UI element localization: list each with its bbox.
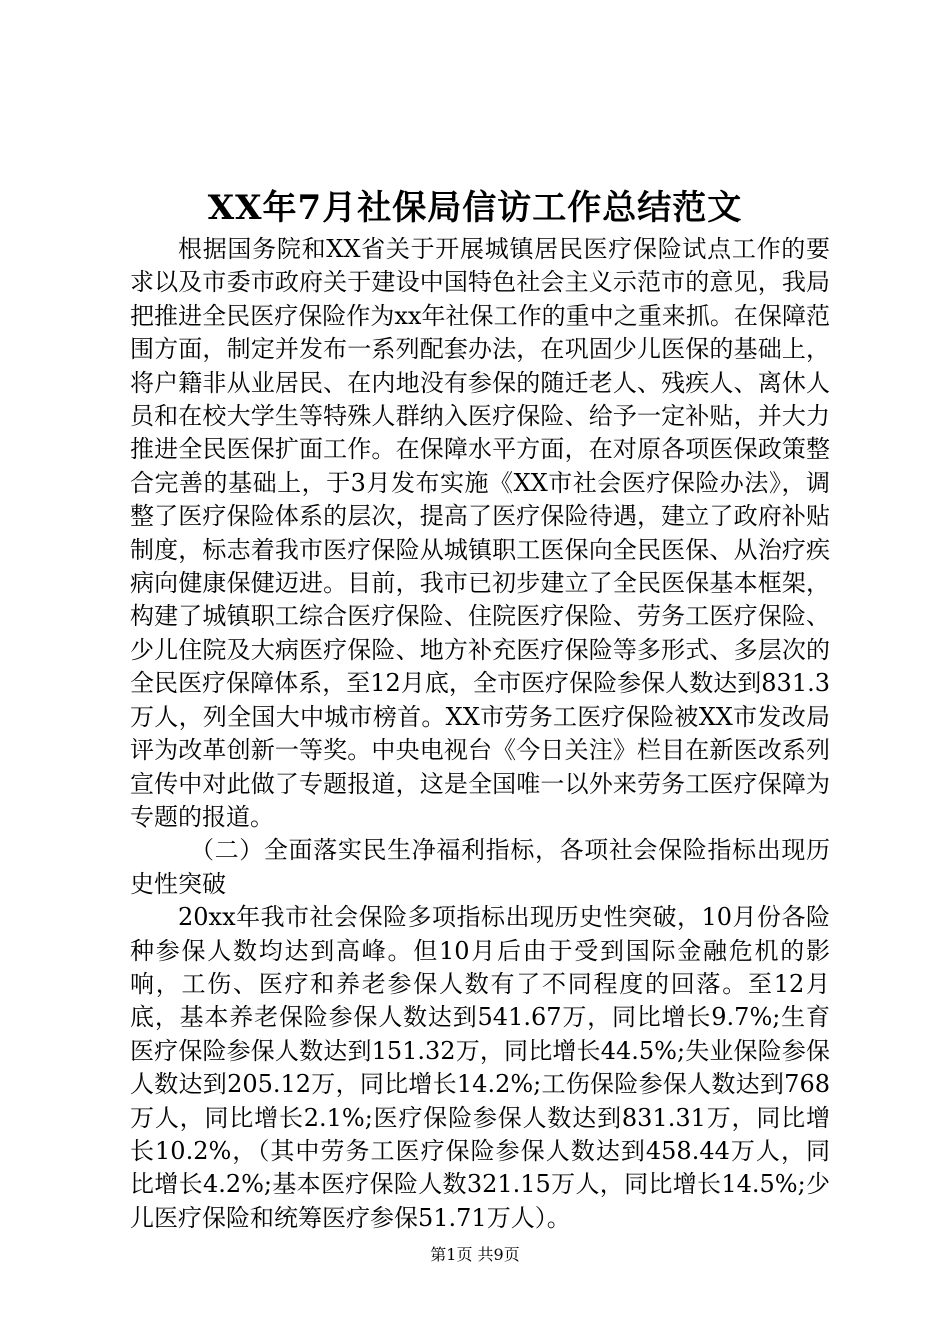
document-title: XX年7月社保局信访工作总结范文 <box>207 188 743 228</box>
document-body <box>130 233 830 1235</box>
paragraph-intro: 根据国务院和XX省关于开展城镇居民医疗保险试点工作的要求以及市委市政府关于建设中国特色社会主义示范市的意见，我局把推进全民医疗保险作为xx年社保工作的重中之重来抓。在保障范围方面，制定并发布一系列配套办法，在巩固少儿医保的基础上，将户籍非从业居民、在内地没有参保的随迁老人、残疾人、离休人员和在校大学生等特殊人群纳入医疗保险、给予一定补贴，并大力推进全民医保扩面工作。在保障水平方面，在对原各项医保政策整合完善的基础上，于3月发布实施《XX市社会医疗保险办法》，调整了医疗保险体系的层次，提高了医疗保险待遇，建立了政府补贴制度，标志着我市医疗保险从城镇职工医保向全民医保、从治疗疾病向健康保健迈进。目前，我市已初步建立了全民医保基本框架，构建了城镇职工综合医疗保险、住院医疗保险、劳务工医疗保险、少儿住院及大病医疗保险、地方补充医疗保险等多形式、多层次的全民医疗保障体系，至12月底，全市医疗保险参保人数达到831.3万人，列全国大中城市榜首。XX市劳务工医疗保险被XX市发改局评为改革创新一等奖。中央电视台《今日关注》栏目在新医改系列宣传中对此做了专题报道，这是全国唯一以外来劳务工医疗保障为专题的报道。 <box>130 235 830 831</box>
page-footer: 第1页 共9页 <box>430 1245 520 1264</box>
section-heading-2: （二）全面落实民生净福利指标，各项社会保险指标出现历史性突破 <box>130 836 830 898</box>
paragraph-statistics: 20xx年我市社会保险多项指标出现历史性突破，10月份各险种参保人数均达到高峰。但10月后由于受到国际金融危机的影响，工伤、医疗和养老参保人数有了不同程度的回落。至12月底，基本养老保险参保人数达到541.67万，同比增长9.7%;生育医疗保险参保人数达到151.32万，同比增长44.5%;失业保险参保人数达到205.12万，同比增长14.2%;工伤保险参保人数达到768万人，同比增长2.1%;医疗保险参保人数达到831.31万，同比增长10.2%，（其中劳务工医疗保险参保人数达到458.44万人，同比增长4.2%;基本医疗保险人数321.15万人，同比增长14.5%;少儿医疗保险和统筹医疗参保51.71万人）。 <box>130 903 830 1232</box>
